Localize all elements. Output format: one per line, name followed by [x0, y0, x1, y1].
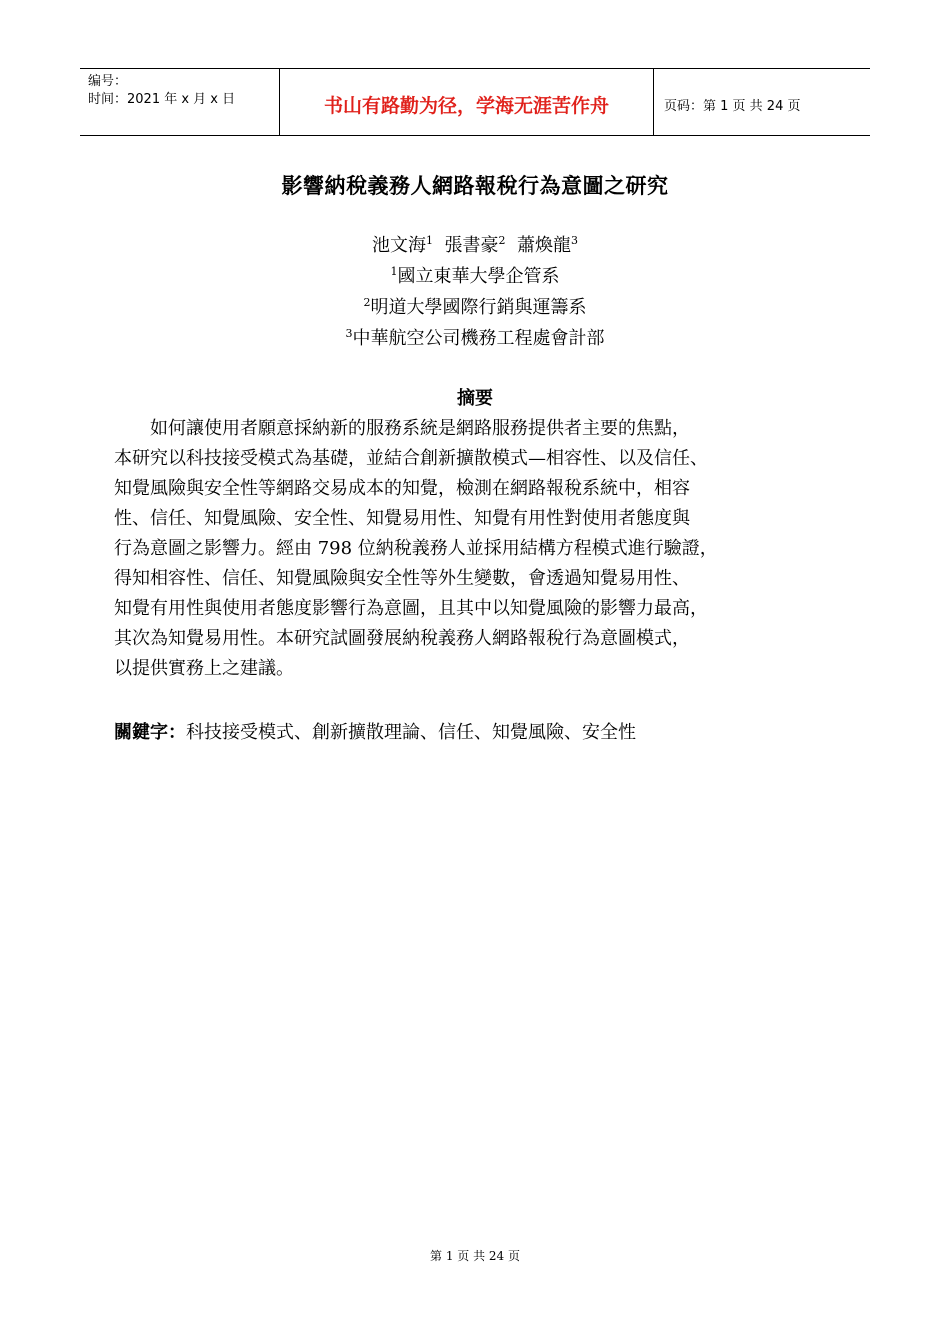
- author-name: 蕭煥龍: [516, 235, 571, 256]
- affiliation-superscript: 1: [390, 265, 398, 278]
- abstract-line: 知覺風險與安全性等網路交易成本的知覺，檢測在網路報稅系統中，相容: [114, 478, 690, 499]
- abstract-line: 其次為知覺易用性。本研究試圖發展納稅義務人網路報稅行為意圖模式，: [114, 628, 690, 649]
- date-label: 时间：2021 年 x 月 x 日: [88, 92, 236, 107]
- affiliation-name: 國立東華大學企管系: [397, 266, 560, 287]
- header-meta-cell: [80, 69, 280, 135]
- affiliation-line: [0, 261, 950, 292]
- header-motto-cell: [280, 69, 654, 135]
- page-footer: 第 1 页 共 24 页: [430, 1249, 520, 1263]
- document-header: [80, 68, 870, 136]
- author-superscript: 3: [570, 234, 578, 247]
- affiliation-line: [0, 323, 950, 354]
- author-superscript: 2: [498, 234, 506, 247]
- affiliation-superscript: 2: [363, 296, 371, 309]
- affiliation-line: [0, 292, 950, 323]
- abstract-line: 得知相容性、信任、知覺風險與安全性等外生變數，會透過知覺易用性、: [114, 568, 690, 589]
- affiliation-name: 中華航空公司機務工程處會計部: [352, 328, 605, 349]
- serial-number-label: 编号：: [88, 74, 128, 89]
- header-page-info: 页码：第 1 页 共 24 页: [664, 98, 801, 114]
- abstract-line: 本研究以科技接受模式為基礎，並結合創新擴散模式—相容性、以及信任、: [114, 448, 708, 469]
- keywords-text: 科技接受模式、創新擴散理論、信任、知覺風險、安全性: [186, 722, 636, 743]
- author-name: 張書豪: [444, 235, 499, 256]
- abstract-body: [114, 414, 848, 684]
- header-page-cell: [654, 69, 870, 135]
- header-motto: 书山有路勤为径，学海无涯苦作舟: [323, 94, 609, 117]
- author-block: [0, 230, 950, 354]
- abstract-line: 以提供實務上之建議。: [114, 658, 294, 679]
- author-superscript: 1: [426, 234, 434, 247]
- author-name: 池文海: [372, 235, 427, 256]
- abstract-line: 如何讓使用者願意採納新的服務系統是網路服務提供者主要的焦點，: [150, 418, 690, 439]
- affiliation-name: 明道大學國際行銷與運籌系: [370, 297, 587, 318]
- author-line: [0, 230, 950, 261]
- keywords-label: 關鍵字：: [114, 722, 186, 743]
- paper-title: 影響納稅義務人網路報稅行為意圖之研究: [281, 173, 669, 198]
- abstract-heading: 摘要: [457, 388, 493, 409]
- abstract-line: 行為意圖之影響力。經由 798 位納稅義務人並採用結構方程模式進行驗證，: [114, 538, 718, 559]
- abstract-line: 知覺有用性與使用者態度影響行為意圖，且其中以知覺風險的影響力最高，: [114, 598, 708, 619]
- keywords-block: [114, 718, 848, 748]
- abstract-line: 性、信任、知覺風險、安全性、知覺易用性、知覺有用性對使用者態度與: [114, 508, 690, 529]
- affiliation-superscript: 3: [345, 327, 353, 340]
